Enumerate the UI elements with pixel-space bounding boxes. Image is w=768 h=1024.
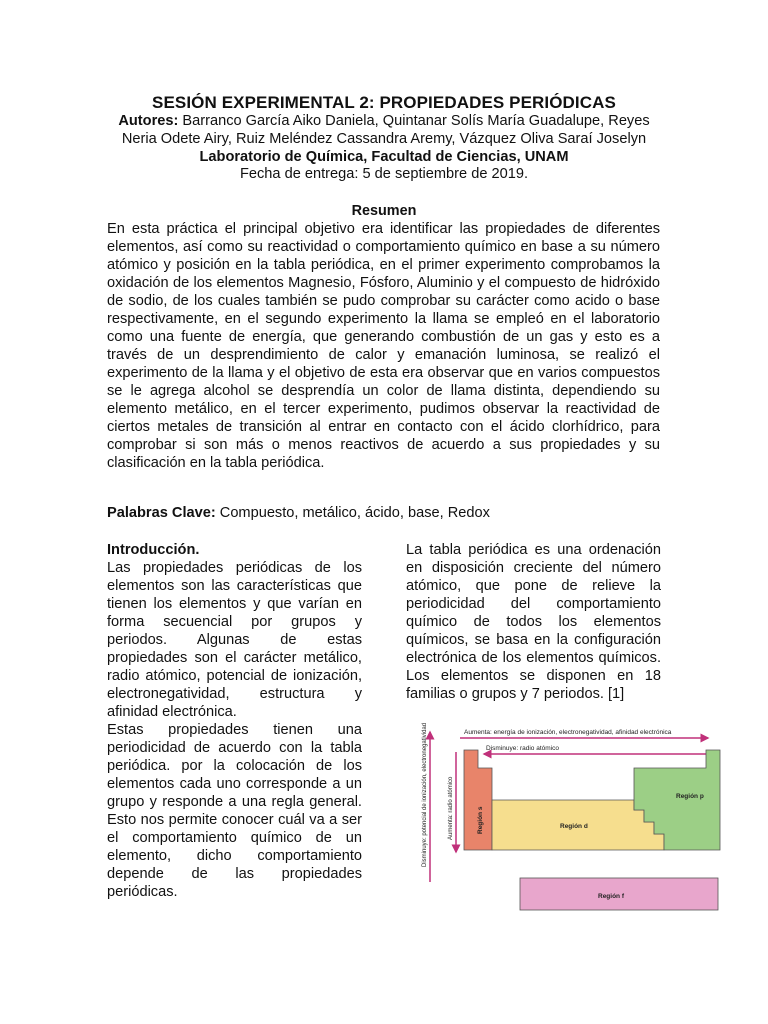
region-p-label: Región p — [676, 793, 704, 800]
region-s-label: Región s — [477, 806, 484, 834]
region-d-label: Región d — [560, 823, 588, 830]
top-arrow-label: Aumenta: energía de ionización, electronegatividad, afinidad electrónica — [464, 729, 672, 736]
delivery-date: Fecha de entrega: 5 de septiembre de 2019. — [239, 166, 529, 182]
abstract-heading: Resumen — [351, 203, 417, 219]
intro-paragraph-1: Las propiedades periódicas de los elementos son las características que tienen los elementos y que varían en forma secuencial por grupos y periodos. Algunas de estas propiedades son el carácter metálico, radio atómico, potencial de ionización, electronegatividad, estructura y afinidad electrónica. — [107, 560, 362, 720]
intro-heading: Introducción. — [107, 542, 200, 558]
keywords — [107, 505, 667, 521]
region-s-block — [464, 750, 492, 850]
authors-block — [100, 112, 668, 148]
authors-line-2: Neria Odete Airy, Ruiz Meléndez Cassandra Aremy, Vázquez Oliva Saraí Joselyn — [121, 131, 647, 147]
keywords-label: Palabras Clave: — [107, 505, 216, 521]
intro-paragraph-2: Estas propiedades tienen una periodicidad de acuerdo con la tabla periódica. por la colocación de los elementos cada uno corresponde a un grupo y responde a una regla general. Esto nos permite conocer cuál va a ser el comportamiento químico de un elemento, dicho comportamiento depende de las propiedades periódicas. — [107, 722, 362, 900]
intro-paragraph-3: La tabla periódica es una ordenación en disposición creciente del número atómico, que pone de relieve la periodicidad del comportamiento químico de todos los elementos químicos, se basa en la configuración electrónica de los elementos químicos. Los elementos se disponen en 18 familias o grupos y 7 periodos. [1] — [406, 542, 661, 702]
intro-right-column — [406, 541, 661, 703]
intro-left-column — [107, 541, 362, 901]
second-arrow-label: Disminuye: radio atómico — [486, 745, 559, 752]
keywords-text: Compuesto, metálico, ácido, base, Redox — [215, 505, 490, 521]
institution: Laboratorio de Química, Facultad de Ciencias, UNAM — [199, 149, 569, 165]
inner-arrow-label: Aumenta: radio atómico — [448, 776, 454, 840]
periodic-table-diagram — [408, 722, 724, 918]
authors-line-1: Barranco García Aiko Daniela, Quintanar Solís María Guadalupe, Reyes — [178, 113, 650, 129]
authors-label: Autores: — [118, 113, 179, 129]
left-arrow-label: Disminuye: potencial de ionización, electronegatividad — [422, 722, 428, 867]
abstract-text: En esta práctica el principal objetivo era identificar las propiedades de diferentes elementos, así como su reactividad o comportamiento químico en base a su número atómico y posición en la tabla periódica, en el primer experimento comprobamos la oxidación de los elementos Magnesio, Fósforo, Aluminio y el compuesto de hidróxido de sodio, de los cuales también se pudo comprobar su carácter como acido o base respectivamente, en el segundo experimento la llama se empleó en el laboratorio como una fuente de energía, que generando combustión de un gas y esto es a través de un desprendimiento de calor y emanación luminosa, se realizó el experimento de la llama y el objetivo de esta era observar que en varios compuestos se le agrega alcohol se desprendía un color de llama distinta, dependiendo su elemento metálico, en el tercer experimento, pudimos observar la reactividad de ciertos metales de transición al entrar en contacto con el ácido clorhídrico, para comprobar si son más o menos reactivos de acuerdo a sus propiedades y su clasificación en la tabla periódica. — [107, 221, 660, 471]
periodic-table-figure — [408, 722, 724, 918]
region-f-label: Región f — [598, 893, 624, 900]
paper-title: SESIÓN EXPERIMENTAL 2: PROPIEDADES PERIÓDICAS — [152, 93, 616, 112]
